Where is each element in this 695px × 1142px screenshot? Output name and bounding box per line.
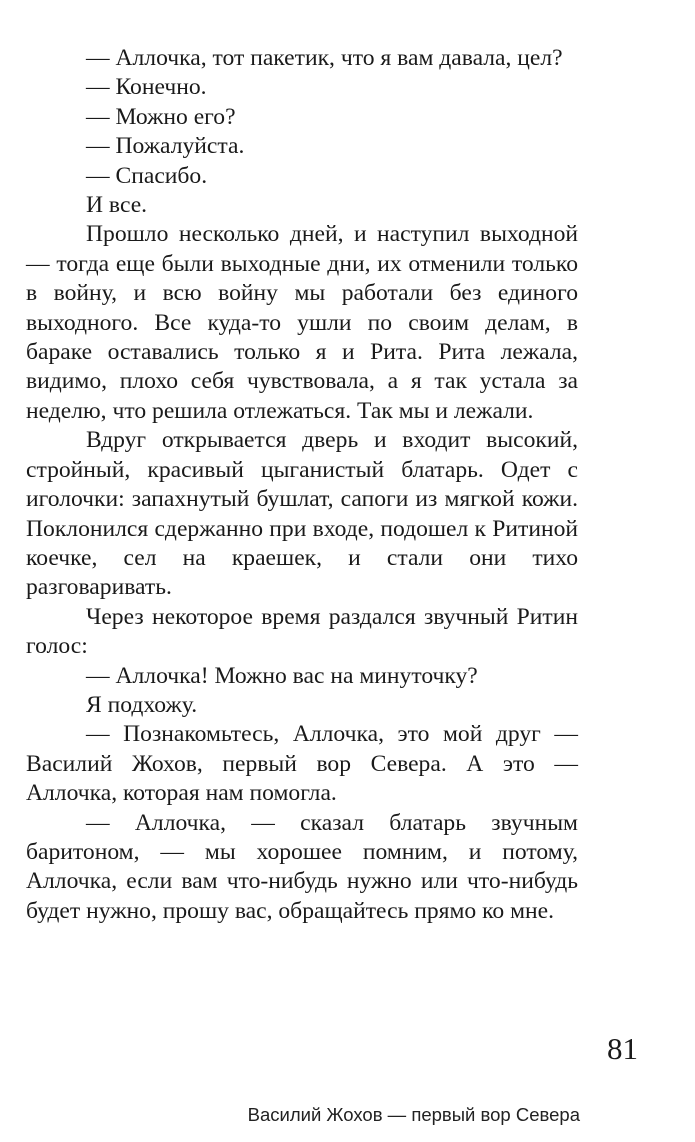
paragraph-12: — Познакомьтесь, Аллочка, это мой друг — Василий Жохов, первый вор Севера. А это — Аллочка, которая нам помогла.: [26, 721, 578, 807]
paragraph-11: Я подхожу.: [86, 691, 198, 718]
paragraph-8: Вдруг открывается дверь и входит высокий, стройный, красивый цыганистый блатарь. Одет с иголочки: запахнутый бушлат, сапоги из мягкой кожи. Поклонился сдержанно при входе, подошел к Ритиной коечке, сел на краешек, и стали они тихо разговаривать.: [26, 427, 578, 601]
paragraph-9: Через некоторое время раздался звучный Ритин голос:: [26, 603, 578, 660]
page-number: 81: [607, 1031, 638, 1066]
paragraph-4: — Пожалуйста.: [86, 133, 245, 160]
paragraph-10: — Аллочка! Можно вас на минуточку?: [86, 662, 478, 689]
paragraph-13: — Аллочка, — сказал блатарь звучным баритоном, — мы хорошее помним, и потому, Аллочка, если вам что-нибудь нужно или что-нибудь будет нужно, прошу вас, обращайтесь прямо ко мне.: [26, 809, 578, 924]
page-body-text: [26, 44, 578, 926]
paragraph-6: И все.: [86, 192, 148, 219]
paragraph-3: — Можно его?: [86, 103, 236, 130]
paragraph-2: — Конечно.: [86, 74, 207, 101]
paragraph-7: Прошло несколько дней, и наступил выходной — тогда еще были выходные дни, их отменили только в войну, и всю войну мы работали без единого выходного. Все куда-то ушли по своим делам, в бараке оставались только я и Рита. Рита лежала, видимо, плохо себя чувствовала, а я так устала за неделю, что решила отлежаться. Так мы и лежали.: [26, 221, 578, 424]
paragraph-5: — Спасибо.: [86, 162, 208, 189]
running-footer: Василий Жохов — первый вор Севера: [247, 1104, 580, 1125]
paragraph-1: — Аллочка, тот пакетик, что я вам давала, цел?: [86, 45, 563, 71]
